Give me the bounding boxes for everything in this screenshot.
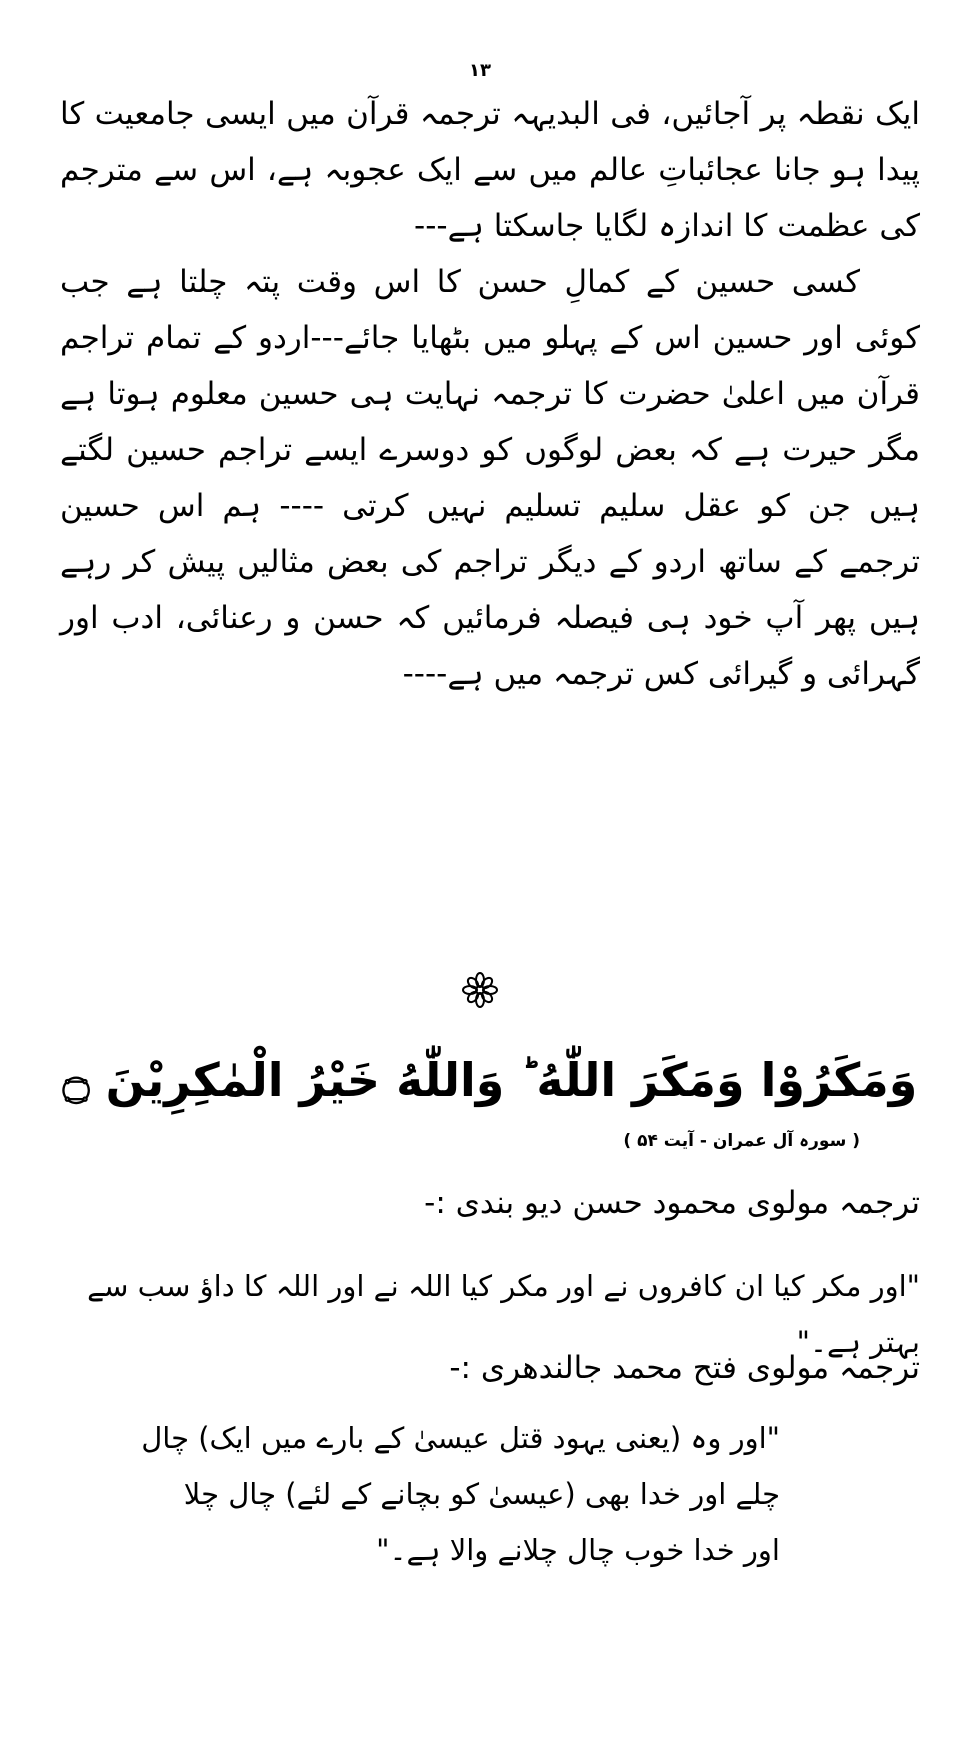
- translation-quote: "اور وہ (یعنی یہود قتل عیسیٰ کے بارے میں ایک) چال چلے اور خدا بھی (عیسیٰ کو بچانے کے لئے) چال چلا اور خدا خوب چال چلانے والا ہے۔": [141, 1421, 780, 1567]
- page-number: ۱۳: [469, 60, 491, 81]
- body-text: [60, 86, 920, 702]
- translation-heading: ترجمہ مولوی فتح محمد جالندھری :-: [449, 1350, 920, 1386]
- translation-2-quote: [140, 1410, 780, 1578]
- floral-ornament-icon: [460, 970, 500, 1010]
- translation-heading: ترجمہ مولوی محمود حسن دیو بندی :-: [424, 1185, 920, 1221]
- quran-verse: وَمَكَرُوْا وَمَكَرَ اللّٰهُ ؕ وَاللّٰهُ خَيْرُ الْمٰكِرِيْنَ ۝: [62, 1053, 918, 1107]
- paragraph-2: کسی حسین کے کمالِ حسن کا اس وقت پتہ چلتا ہے جب کوئی اور حسین اس کے پہلو میں بٹھایا جائے---اردو کے تمام تراجم قرآن میں اعلیٰ حضرت کا ترجمہ نہایت ہی حسین معلوم ہوتا ہے مگر حیرت ہے کہ بعض لوگوں کو دوسرے ایسے تراجم حسین لگتے ہیں جن کو عقل سلیم تسلیم نہیں کرتی ---- ہم اس حسین ترجمے کے ساتھ اردو کے دیگر تراجم کی بعض مثالیں پیش کر رہے ہیں پھر آپ خود ہی فیصلہ فرمائیں کہ حسن و رعنائی، ادب اور گہرائی و گیرائی کس ترجمہ میں ہے----: [60, 264, 920, 692]
- verse-reference: ( سورہ آل عمران - آیت ۵۴ ): [623, 1131, 860, 1151]
- paragraph-1: ایک نقطہ پر آجائیں، فی البدیہہ ترجمہ قرآن میں ایسی جامعیت کا پیدا ہو جانا عجائباتِ عالم میں سے ایک عجوبہ ہے، اس سے مترجم کی عظمت کا اندازہ لگایا جاسکتا ہے---: [60, 96, 920, 244]
- translation-quote: "اور مکر کیا ان کافروں نے اور مکر کیا اللہ نے اور اللہ کا داؤ سب سے بہتر ہے۔": [87, 1269, 920, 1359]
- translation-1-heading: [60, 1175, 920, 1231]
- translation-2-heading: [60, 1340, 920, 1396]
